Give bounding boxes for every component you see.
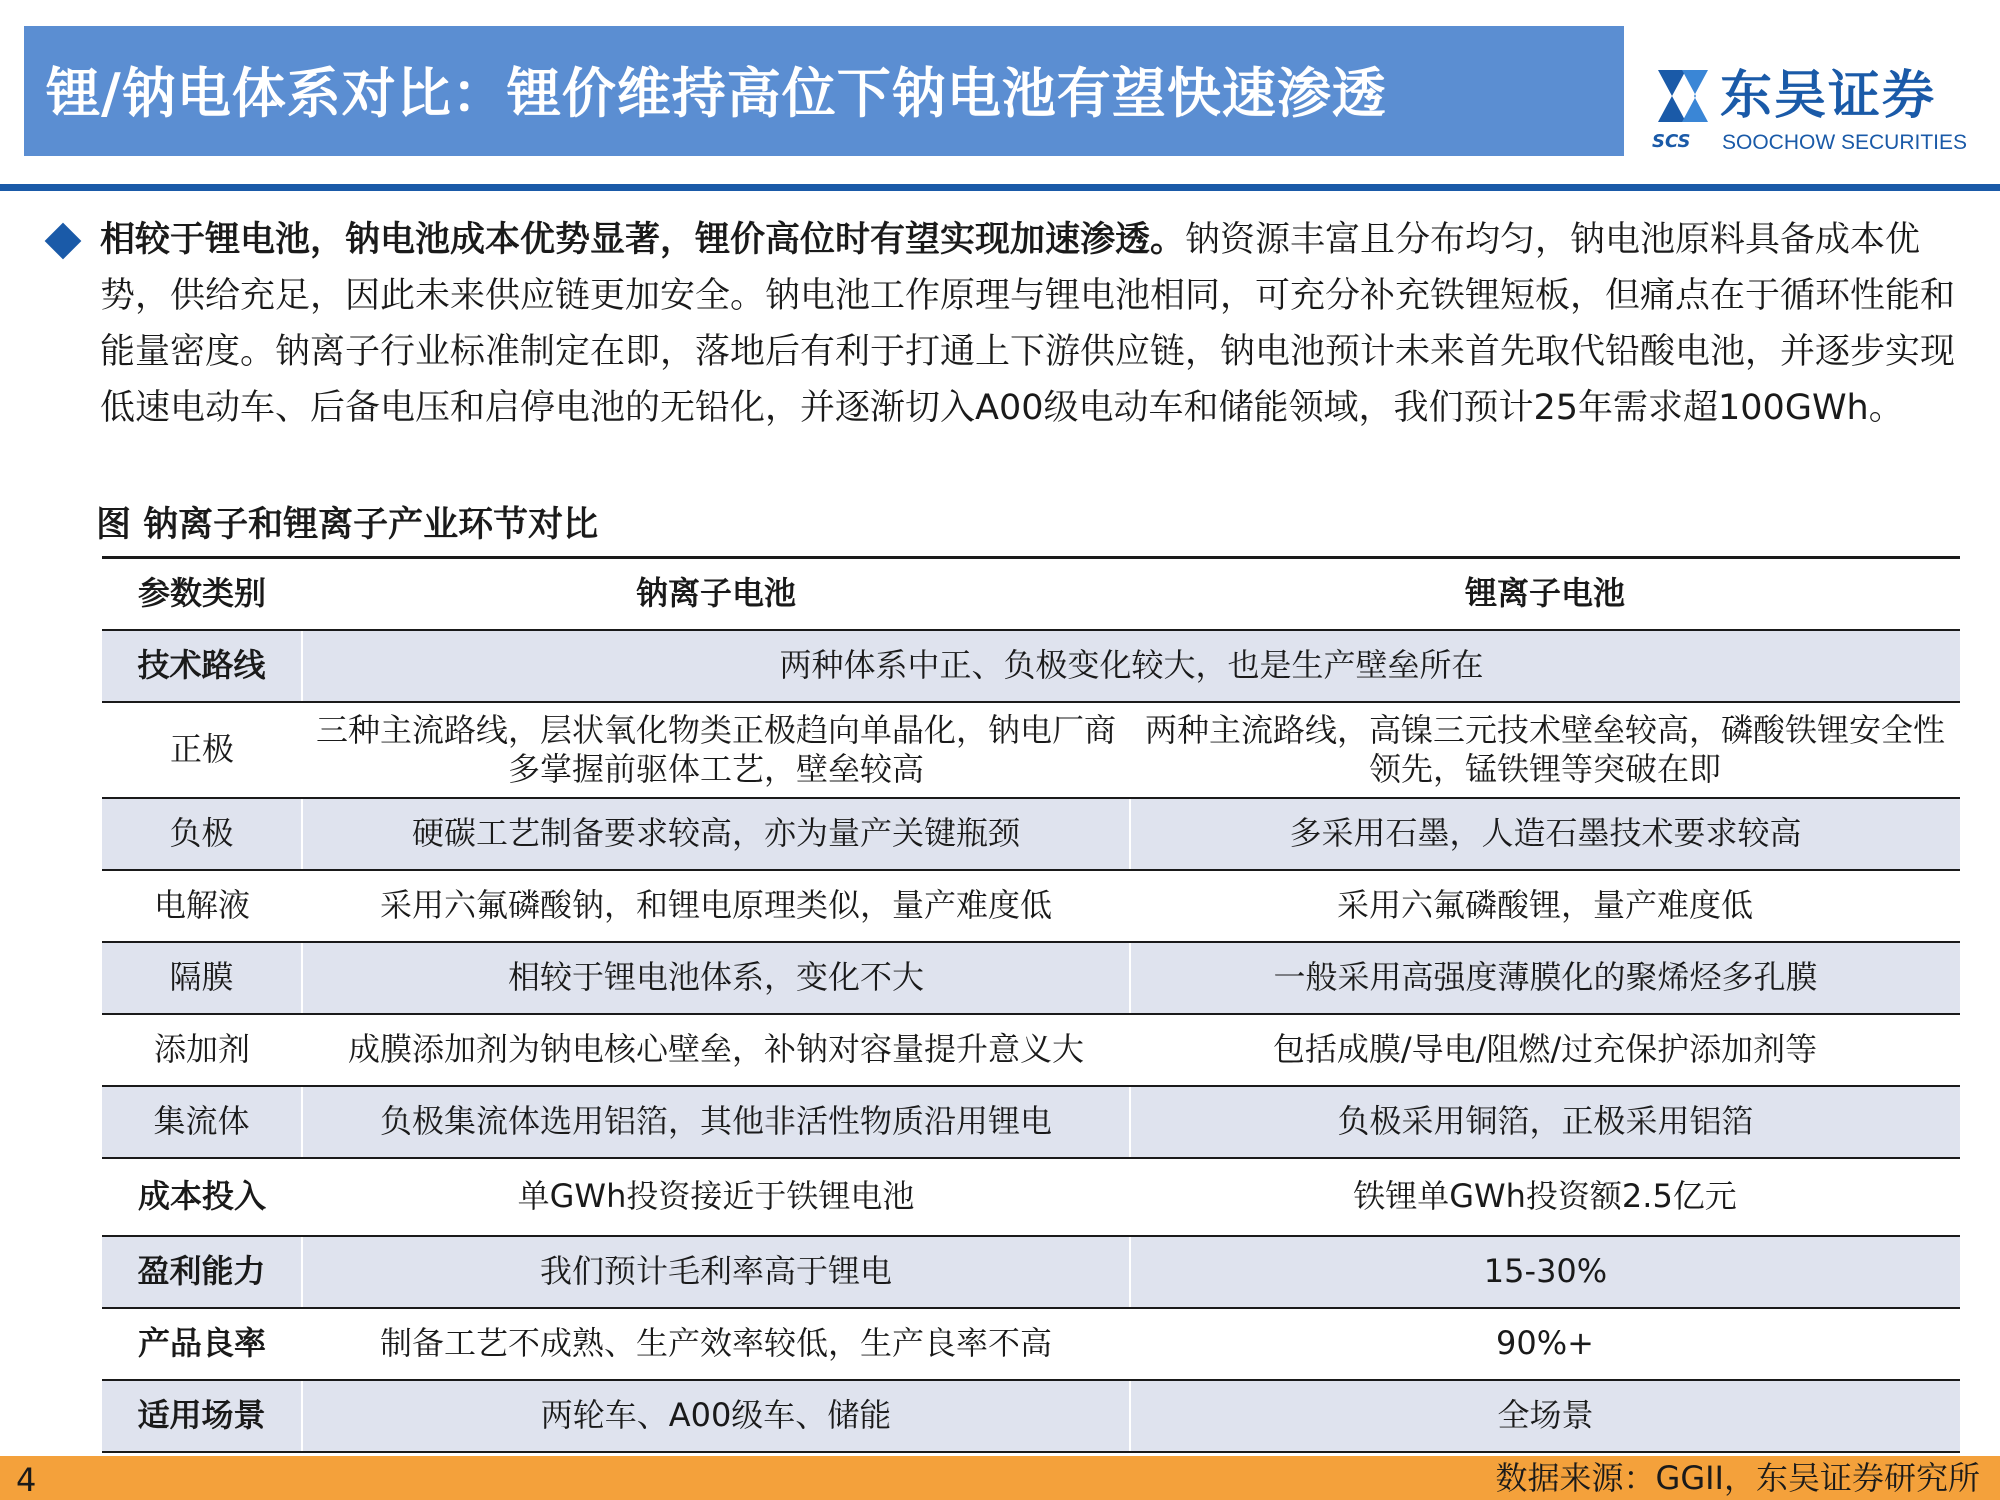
lithium-cell: 一般采用高强度薄膜化的聚烯烃多孔膜	[1130, 942, 1960, 1014]
table-row	[102, 1308, 1960, 1380]
company-logo	[1652, 56, 1968, 166]
table-row	[102, 1014, 1960, 1086]
row-category: 适用场景	[102, 1380, 302, 1452]
comparison-table	[102, 556, 1960, 1453]
table-row	[102, 1158, 1960, 1236]
row-category: 电解液	[102, 870, 302, 942]
lithium-cell: 15-30%	[1130, 1236, 1960, 1308]
row-category: 成本投入	[102, 1158, 302, 1236]
sodium-cell: 相较于锂电池体系，变化不大	[302, 942, 1130, 1014]
logo-english-name: SOOCHOW SECURITIES	[1722, 131, 1968, 154]
row-category: 正极	[102, 702, 302, 798]
page-title: 锂/钠电体系对比：锂价维持高位下钠电池有望快速渗透	[46, 62, 1387, 125]
lithium-cell: 铁锂单GWh投资额2.5亿元	[1130, 1158, 1960, 1236]
lithium-cell: 全场景	[1130, 1380, 1960, 1452]
lithium-cell: 90%+	[1130, 1308, 1960, 1380]
sodium-cell: 成膜添加剂为钠电核心壁垒，补钠对容量提升意义大	[302, 1014, 1130, 1086]
table-row	[102, 870, 1960, 942]
row-category: 技术路线	[102, 630, 302, 702]
header-category: 参数类别	[102, 558, 302, 630]
row-category: 负极	[102, 798, 302, 870]
table-row	[102, 702, 1960, 798]
row-category: 产品良率	[102, 1308, 302, 1380]
row-category: 添加剂	[102, 1014, 302, 1086]
data-source: 数据来源：GGII，东吴证券研究所	[1495, 1459, 1980, 1497]
figure-title: 图 钠离子和锂离子产业环节对比	[96, 505, 599, 545]
sodium-cell: 两轮车、A00级车、储能	[302, 1380, 1130, 1452]
table-row	[102, 798, 1960, 870]
page-number: 4	[16, 1461, 37, 1499]
diamond-bullet-icon	[45, 223, 82, 260]
sodium-cell: 三种主流路线，层状氧化物类正极趋向单晶化，钠电厂商多掌握前驱体工艺，壁垒较高	[302, 702, 1130, 798]
row-category: 隔膜	[102, 942, 302, 1014]
sodium-cell: 负极集流体选用铝箔，其他非活性物质沿用锂电	[302, 1086, 1130, 1158]
header-lithium: 锂离子电池	[1130, 558, 1960, 630]
sodium-cell: 单GWh投资接近于铁锂电池	[302, 1158, 1130, 1236]
sodium-cell: 采用六氟磷酸钠，和锂电原理类似，量产难度低	[302, 870, 1130, 942]
logo-abbreviation: SCS	[1652, 131, 1691, 152]
lithium-cell: 多采用石墨，人造石墨技术要求较高	[1130, 798, 1960, 870]
header-divider	[0, 184, 2000, 191]
table-row	[102, 1236, 1960, 1308]
lithium-cell: 两种主流路线，高镍三元技术壁垒较高，磷酸铁锂安全性领先，锰铁锂等突破在即	[1130, 702, 1960, 798]
table-row	[102, 1086, 1960, 1158]
sodium-cell: 制备工艺不成熟、生产效率较低，生产良率不高	[302, 1308, 1130, 1380]
lithium-cell: 包括成膜/导电/阻燃/过充保护添加剂等	[1130, 1014, 1960, 1086]
logo-chinese-name: 东吴证券	[1720, 66, 1937, 126]
table-row	[102, 630, 1960, 702]
intro-body: 钠资源丰富且分布均匀，钠电池原料具备成本优势，供给充足，因此未来供应链更加安全。钠电池工作原理与锂电池相同，可充分补充铁锂短板，但痛点在于循环性能和能量密度。钠离子行业标准制定在即，落地后有利于打通上下游供应链，钠电池预计未来首先取代铅酸电池，并逐步实现低速电动车、后备电压和启停电池的无铅化，并逐渐切入A00级电动车和储能领域，我们预计25年需求超100GWh。	[100, 220, 1956, 428]
merged-cell: 两种体系中正、负极变化较大，也是生产壁垒所在	[302, 630, 1960, 702]
intro-paragraph	[100, 212, 1980, 436]
sodium-cell: 我们预计毛利率高于锂电	[302, 1236, 1130, 1308]
lithium-cell: 采用六氟磷酸锂，量产难度低	[1130, 870, 1960, 942]
row-category: 盈利能力	[102, 1236, 302, 1308]
sodium-cell: 硬碳工艺制备要求较高，亦为量产关键瓶颈	[302, 798, 1130, 870]
table-row	[102, 1380, 1960, 1452]
table-row	[102, 942, 1960, 1014]
header-sodium: 钠离子电池	[302, 558, 1130, 630]
intro-lead: 相较于锂电池，钠电池成本优势显著，锂价高位时有望实现加速渗透。	[100, 220, 1186, 260]
table-header-row	[102, 558, 1960, 630]
row-category: 集流体	[102, 1086, 302, 1158]
lithium-cell: 负极采用铜箔，正极采用铝箔	[1130, 1086, 1960, 1158]
soochow-logo-icon	[1652, 66, 1712, 126]
